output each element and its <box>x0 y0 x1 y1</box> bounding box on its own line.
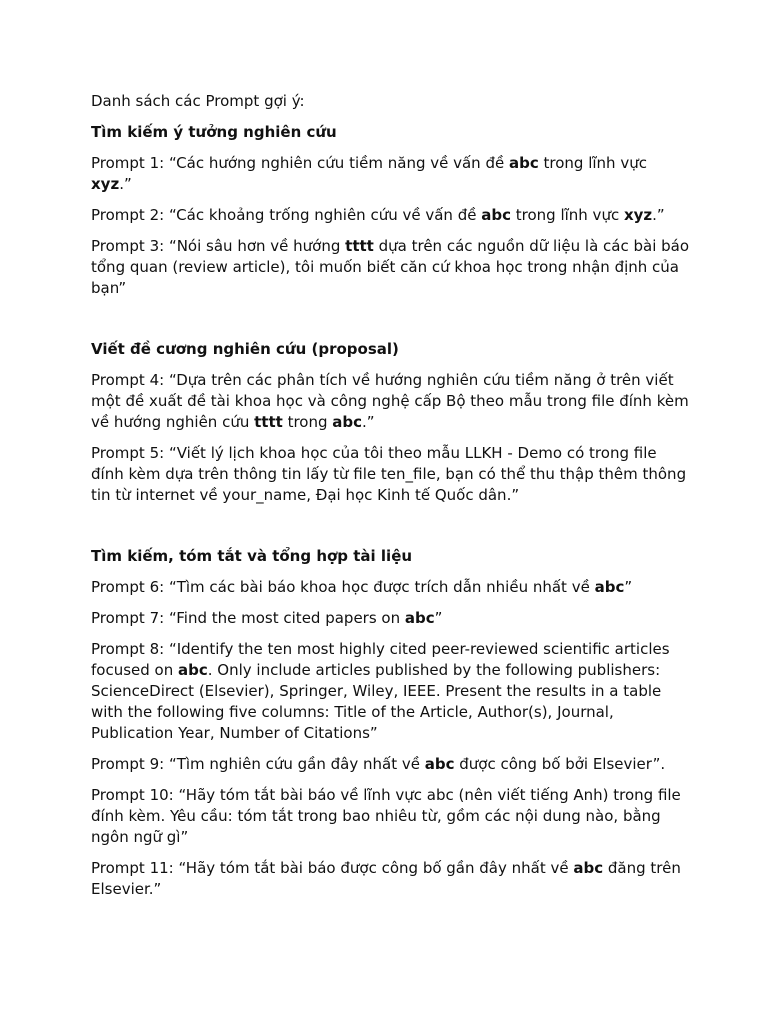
placeholder-term: xyz <box>623 206 653 224</box>
section-heading: Tìm kiếm ý tưởng nghiên cứu <box>91 123 337 141</box>
prompt-paragraph <box>91 577 691 598</box>
prompt-paragraph <box>91 443 691 506</box>
prompt-text-run: trong <box>282 413 333 431</box>
prompt-text-run: Prompt 6: “Tìm các bài báo khoa học được trích dẫn nhiều nhất về <box>91 578 595 596</box>
placeholder-term: abc <box>178 661 208 679</box>
prompt-paragraph <box>91 205 691 226</box>
prompt-paragraph <box>91 608 691 629</box>
placeholder-term: abc <box>481 206 511 224</box>
prompt-text-run: Prompt 11: “Hãy tóm tắt bài báo được công bố gần đây nhất về <box>91 859 574 877</box>
prompt-text-run: Prompt 8: “Identify the ten most highly cited peer-reviewed scientific articles focused on <box>91 640 670 679</box>
section-spacer <box>91 516 691 546</box>
prompt-text-run: Prompt 3: “Nói sâu hơn về hướng <box>91 237 346 255</box>
section-spacer <box>91 309 691 339</box>
prompt-paragraph <box>91 754 691 775</box>
prompt-text-run: .” <box>362 413 375 431</box>
prompt-text-run: Prompt 9: “Tìm nghiên cứu gần đây nhất về <box>91 755 425 773</box>
sections-container <box>91 122 691 900</box>
prompt-text-run: Prompt 7: “Find the most cited papers on <box>91 609 405 627</box>
prompt-text-run: .” <box>652 206 665 224</box>
prompt-text-run: Prompt 5: “Viết lý lịch khoa học của tôi theo mẫu LLKH - Demo có trong file đính kèm dựa trên thông tin lấy từ file ten_file, bạn có thể thu thập thêm thông tin từ internet về your_name, Đại học Kinh tế Quốc dân.” <box>91 444 687 504</box>
prompt-text-run: Prompt 2: “Các khoảng trống nghiên cứu về vấn đề <box>91 206 482 224</box>
prompt-text-run: Prompt 1: “Các hướng nghiên cứu tiềm năng về vấn đề <box>91 154 509 172</box>
intro-text: Danh sách các Prompt gợi ý: <box>91 92 305 110</box>
placeholder-term: xyz <box>91 175 120 193</box>
placeholder-term: abc <box>404 609 435 627</box>
prompt-text-run: trong lĩnh vực <box>538 154 647 172</box>
prompt-paragraph <box>91 858 691 900</box>
placeholder-term: tttt <box>345 237 374 255</box>
prompt-paragraph <box>91 370 691 433</box>
placeholder-term: abc <box>573 859 604 877</box>
prompt-paragraph <box>91 153 691 195</box>
prompt-text-run: . Only include articles published by the following publishers: ScienceDirect (Elsevier), Springer, Wiley, IEEE. Present the results in a table with the following five columns: Title of the Article, Author(s), Journal, Publication Year, Number of Citations” <box>91 661 662 742</box>
placeholder-term: abc <box>424 755 455 773</box>
prompt-text-run: Prompt 10: “Hãy tóm tắt bài báo về lĩnh vực abc (nên viết tiếng Anh) trong file đính kèm. Yêu cầu: tóm tắt trong bao nhiêu từ, gồm các nội dung nào, bằng ngôn ngữ gì” <box>91 786 681 846</box>
section-heading: Tìm kiếm, tóm tắt và tổng hợp tài liệu <box>91 547 413 565</box>
prompt-text-run: trong lĩnh vực <box>510 206 624 224</box>
prompt-text-run: .” <box>119 175 132 193</box>
placeholder-term: abc <box>594 578 625 596</box>
document-body <box>91 91 691 910</box>
placeholder-term: abc <box>508 154 539 172</box>
prompt-text-run: ” <box>624 578 633 596</box>
prompt-text-run: dựa trên các nguồn dữ liệu là các bài báo tổng quan (review article), tôi muốn biết căn cứ khoa học trong nhận định của bạn” <box>91 237 690 297</box>
section-heading: Viết đề cương nghiên cứu (proposal) <box>91 340 399 358</box>
prompt-text-run: được công bố bởi Elsevier”. <box>454 755 666 773</box>
placeholder-term: abc <box>332 413 363 431</box>
prompt-text-run: ” <box>434 609 443 627</box>
placeholder-term: tttt <box>254 413 283 431</box>
prompt-text-run: Prompt 4: “Dựa trên các phân tích về hướng nghiên cứu tiềm năng ở trên viết một đề xuất đề tài khoa học và công nghệ cấp Bộ theo mẫu trong file đính kèm về hướng nghiên cứu <box>91 371 689 431</box>
prompt-paragraph <box>91 236 691 299</box>
prompt-paragraph <box>91 785 691 848</box>
prompt-text-run: đăng trên Elsevier.” <box>91 859 681 898</box>
prompt-paragraph <box>91 639 691 744</box>
